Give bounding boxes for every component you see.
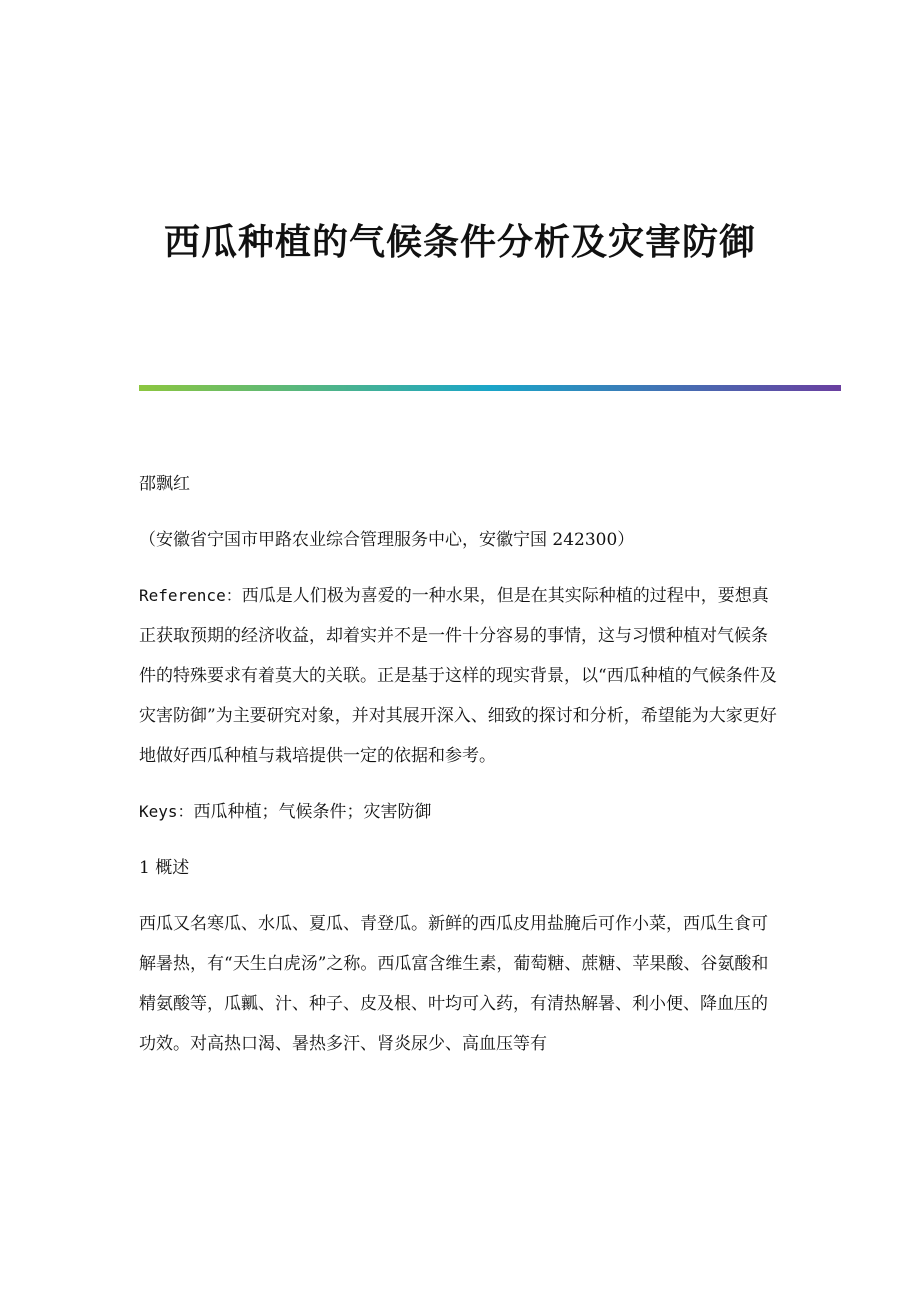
abstract-label: Reference：: [139, 586, 242, 605]
keywords-paragraph: [139, 792, 779, 832]
title-divider-gradient: [139, 385, 841, 391]
section-heading: 1 概述: [139, 858, 190, 878]
article-body: [139, 464, 779, 1080]
abstract-text: 西瓜是人们极为喜爱的一种水果，但是在其实际种植的过程中，要想真正获取预期的经济收益，却着实并不是一件十分容易的事情，这与习惯种植对气候条件的特殊要求有着莫大的关联。正是基于这样的现实背景，以“西瓜种植的气候条件及灾害防御”为主要研究对象，并对其展开深入、细致的探讨和分析，希望能为大家更好地做好西瓜种植与栽培提供一定的依据和参考。: [139, 586, 777, 766]
author-affiliation: [139, 520, 779, 560]
abstract-paragraph: [139, 576, 779, 776]
section-paragraph: 西瓜又名寒瓜、水瓜、夏瓜、青登瓜。新鲜的西瓜皮用盐腌后可作小菜，西瓜生食可解暑热，有“天生白虎汤”之称。西瓜富含维生素，葡萄糖、蔗糖、苹果酸、谷氨酸和精氨酸等，瓜瓤、汁、种子、皮及根、叶均可入药，有清热解暑、利小便、降血压的功效。对高热口渴、暑热多汗、肾炎尿少、高血压等有: [139, 914, 769, 1054]
affiliation-text: （安徽省宁国市甲路农业综合管理服务中心，安徽宁国 242300）: [139, 530, 635, 550]
keywords-label: Keys：: [139, 802, 194, 821]
keywords-text: 西瓜种植；气候条件；灾害防御: [193, 802, 432, 822]
document-title: 西瓜种植的气候条件分析及灾害防御: [163, 221, 756, 263]
author-name: 邵飘红: [139, 474, 190, 494]
